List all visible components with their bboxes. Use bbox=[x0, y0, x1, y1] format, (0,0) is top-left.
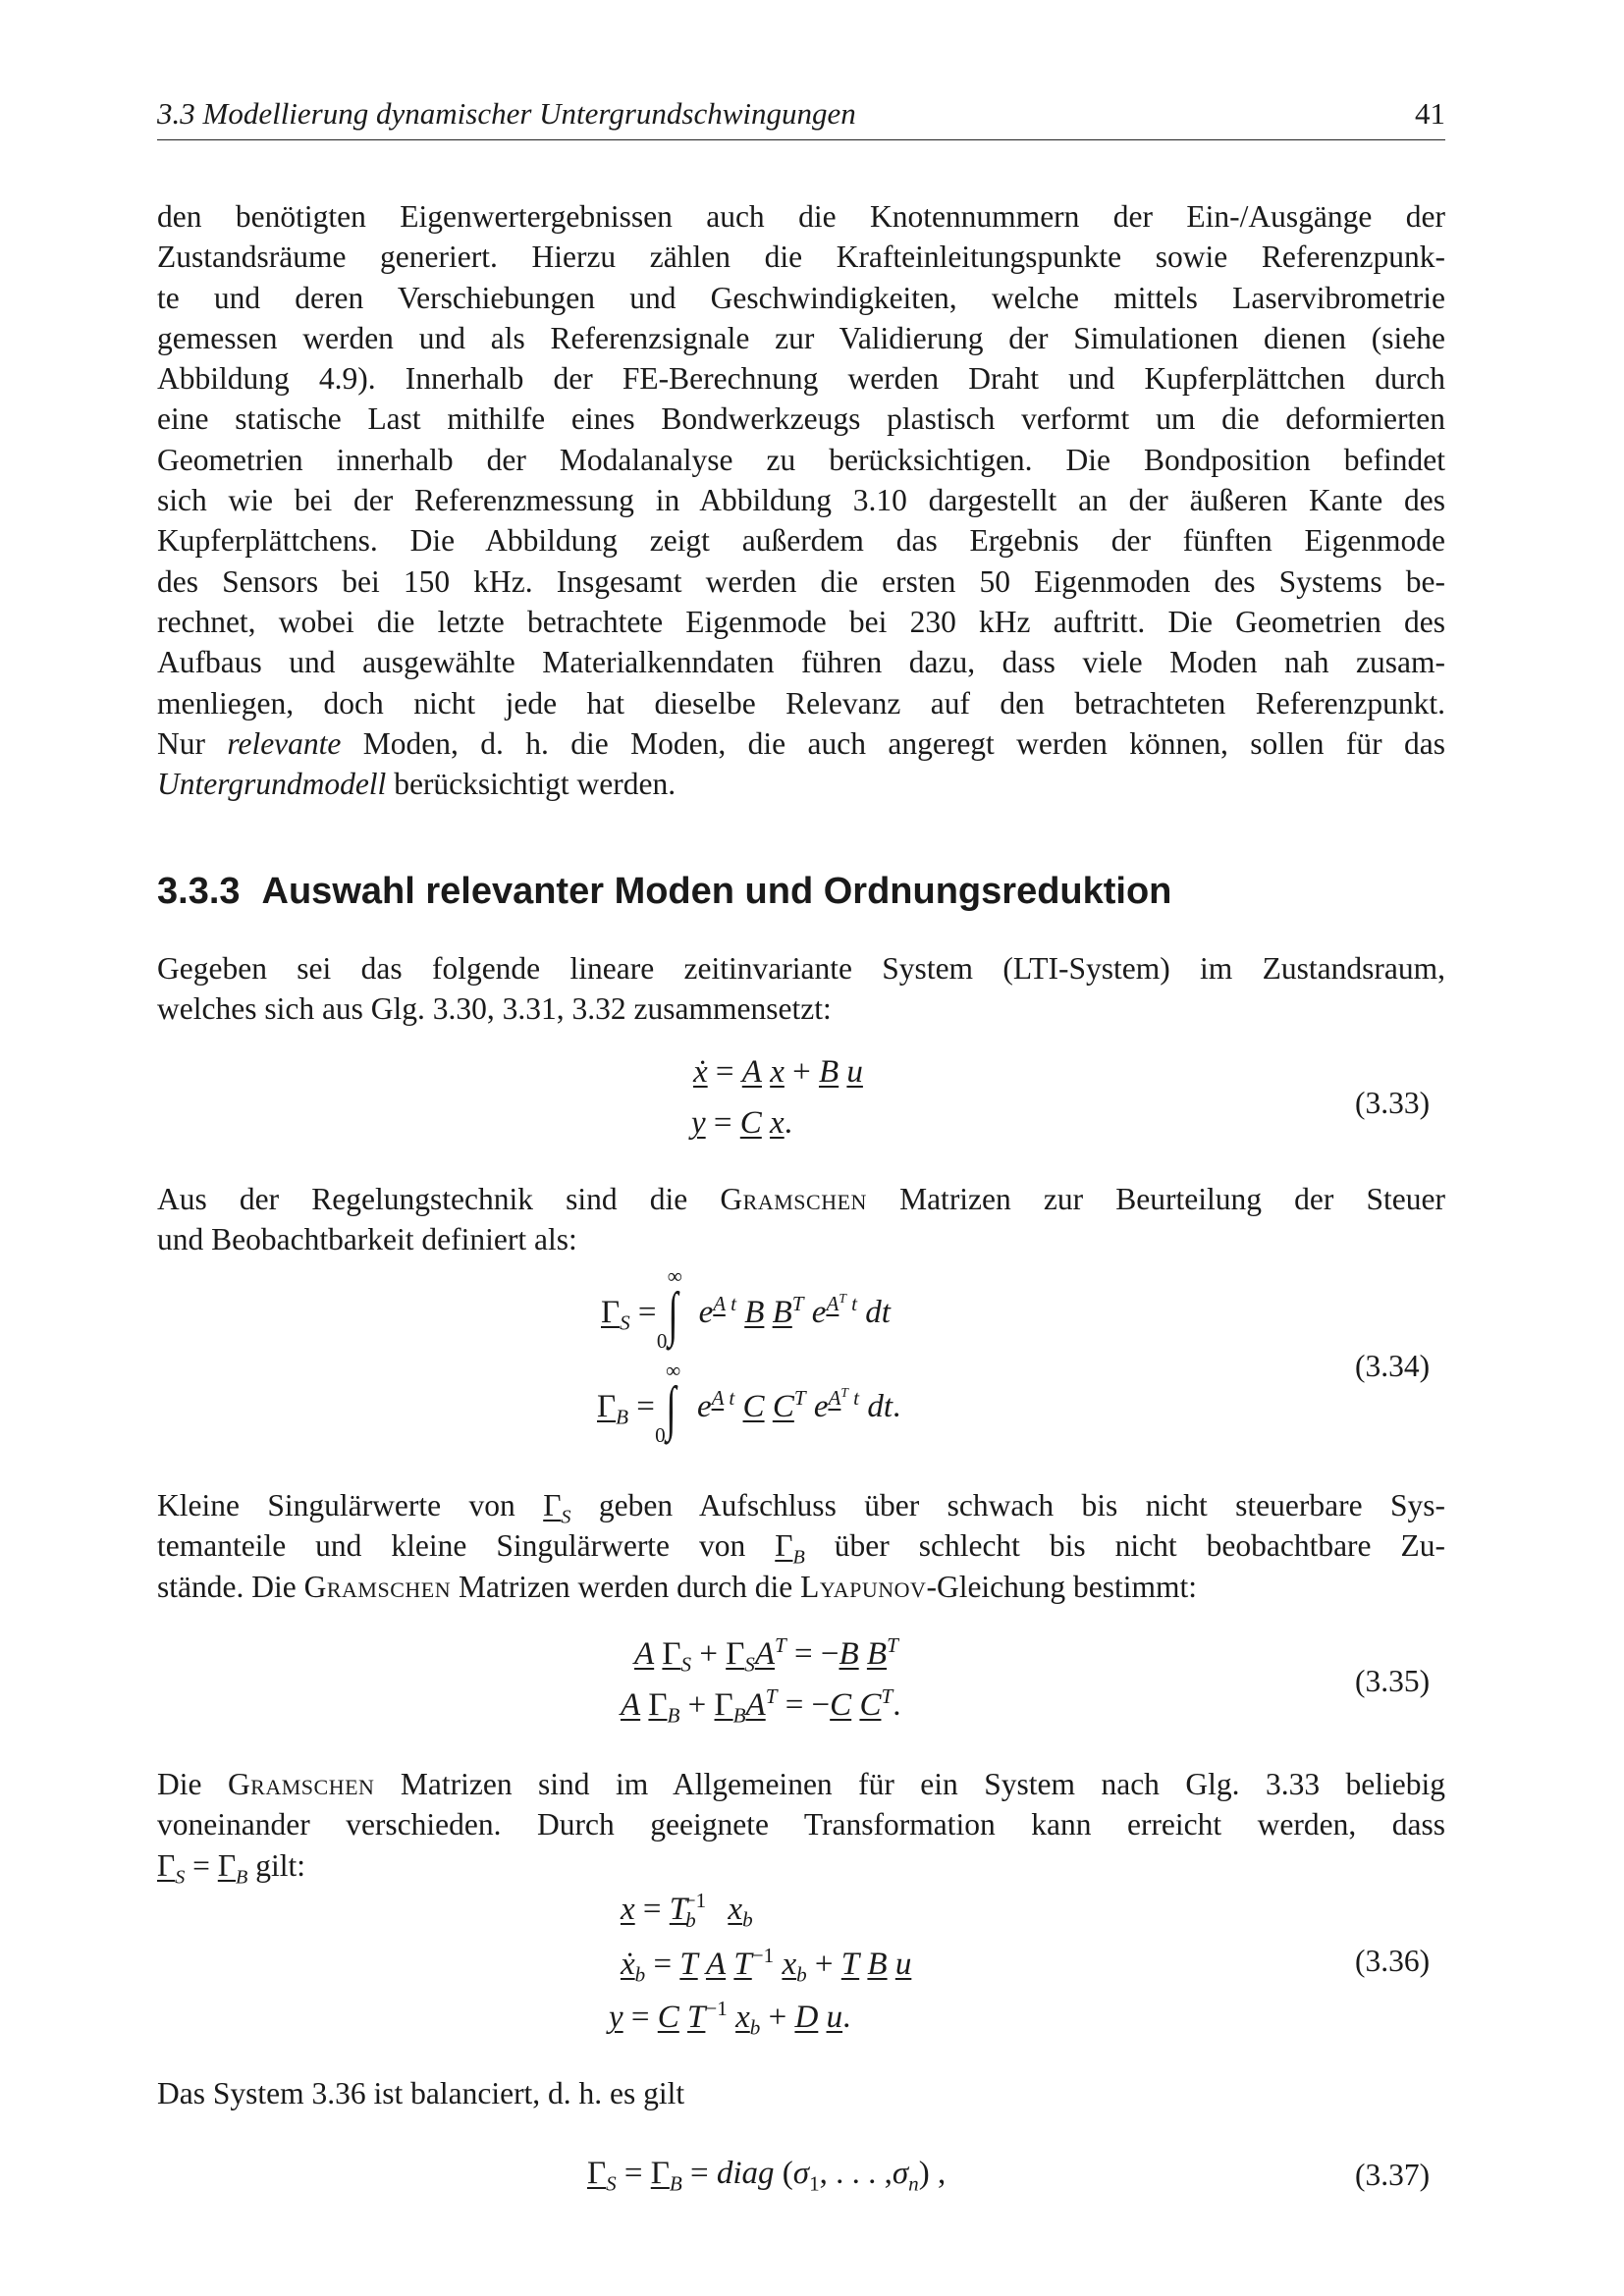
text-fragment: Kleine Singulärwerte von bbox=[157, 1488, 544, 1522]
name-lyapunov: Lyapunov bbox=[800, 1569, 927, 1604]
equation-line: $x = T_b^{-1}$ $x_b$ bbox=[621, 1889, 753, 1932]
text-line bbox=[157, 723, 1445, 764]
text-line: eine statische Last mithilfe eines Bondwerkzeugs plastisch verformt um die deformierten bbox=[157, 401, 1445, 437]
text-line: $\Gamma_S = \Gamma_B$ gilt: bbox=[157, 1847, 305, 1888]
text-line: Das System 3.36 ist balanciert, d. h. es gilt bbox=[157, 2076, 685, 2110]
paragraph-balanced bbox=[157, 2073, 1445, 2113]
equation-line: ẋ = A x + B u bbox=[693, 1054, 863, 1090]
text-line bbox=[157, 764, 1445, 804]
equation-number: (3.36) bbox=[1355, 1944, 1431, 1978]
equation-line: y = C $T^{-1}$ $x_b + D$ u. bbox=[609, 1997, 851, 2040]
text-line: sich wie bei der Referenzmessung in Abbildung 3.10 dargestellt an der äußeren Kante des bbox=[157, 483, 1445, 518]
page-number: 41 bbox=[1415, 96, 1445, 131]
text-fragment: Moden, d. h. die Moden, die auch angeregt werden können, sollen für das bbox=[341, 725, 1445, 761]
running-title: 3.3 Modellierung dynamischer Untergrundschwingungen bbox=[157, 96, 856, 131]
equation-line: $\Gamma_S = \Gamma_B$ = diag ($\sigma_1$, . . . $,\sigma_n$) , bbox=[587, 2156, 947, 2196]
text-fragment: Matrizen sind im Allgemeinen für ein System nach Glg. 3.33 beliebig bbox=[374, 1767, 1445, 1801]
text-fragment: Aus der Regelungstechnik sind die bbox=[157, 1182, 721, 1216]
text-fragment: gilt: bbox=[247, 1847, 305, 1883]
text-fragment: -Gleichung bestimmt: bbox=[926, 1569, 1198, 1604]
text-fragment: Nur bbox=[157, 725, 228, 761]
section-heading bbox=[157, 871, 1171, 913]
name-gramschen: Gramschen bbox=[303, 1569, 452, 1604]
text-line: und Beobachtbarkeit definiert als: bbox=[157, 1222, 577, 1257]
text-line: Gegeben sei das folgende lineare zeitinvariante System (LTI-System) im Zustandsraum, bbox=[157, 951, 1445, 986]
paragraph-lti-intro bbox=[157, 948, 1445, 1030]
equation-number: (3.33) bbox=[1355, 1086, 1431, 1120]
text-line bbox=[157, 1567, 1445, 1607]
text-line bbox=[157, 1179, 1445, 1219]
text-line: gemessen werden und als Referenzsignale zur Validierung der Simulationen dienen (siehe bbox=[157, 320, 1445, 355]
paragraph-transformation bbox=[157, 1764, 1445, 1886]
section-title: Auswahl relevanter Moden und Ordnungsreduktion bbox=[261, 871, 1172, 912]
equation-number: (3.34) bbox=[1355, 1349, 1431, 1383]
text-line: te und deren Verschiebungen und Geschwindigkeiten, welche mittels Laservibrometrie bbox=[157, 280, 1445, 315]
text-line: den benötigten Eigenwertergebnissen auch die Knotennummern der Ein-/Ausgänge der bbox=[157, 199, 1445, 234]
emphasis-untergrundmodell: Untergrundmodell bbox=[157, 767, 387, 802]
equation-number: (3.37) bbox=[1355, 2158, 1431, 2192]
paragraph-gram-def bbox=[157, 1179, 1445, 1260]
text-line: Geometrien innerhalb der Modalanalyse zu berücksichtigen. Die Bondposition befindet bbox=[157, 442, 1445, 477]
text-line: rechnet, wobei die letzte betrachtete Eigenmode bei 230 kHz auftritt. Die Geometrien des bbox=[157, 604, 1445, 639]
name-gramschen: Gramschen bbox=[720, 1182, 867, 1216]
text-fragment: berücksichtigt werden. bbox=[386, 767, 677, 802]
text-line: Abbildung 4.9). Innerhalb der FE-Berechnung werden Draht und Kupferplättchen durch bbox=[157, 361, 1445, 397]
text-line: Aufbaus und ausgewählte Materialkenndaten führen dazu, dass viele Moden nah zusam- bbox=[157, 645, 1445, 680]
text-line: Zustandsräume generiert. Hierzu zählen die Krafteinleitungspunkte sowie Referenzpunk- bbox=[157, 240, 1445, 275]
text-line: voneinander verschieden. Durch geeignete Transformation kann erreicht werden, dass bbox=[157, 1807, 1445, 1842]
text-line: menliegen, doch nicht jede hat dieselbe Relevanz auf den betrachteten Referenzpunkt. bbox=[157, 685, 1445, 721]
equation-line: y = C x. bbox=[691, 1105, 792, 1141]
text-fragment: geben Aufschluss über schwach bis nicht steuerbare Sys- bbox=[570, 1488, 1445, 1522]
equation-line: $\Gamma_S = \int^\infty_0$ $e^{A t}$ B $B^T$ $e^{A^T t}$ dt bbox=[601, 1264, 891, 1353]
text-line bbox=[157, 1764, 1445, 1804]
text-fragment: stände. Die bbox=[157, 1569, 304, 1604]
text-fragment: Die bbox=[157, 1767, 228, 1801]
paragraph-singular-values bbox=[157, 1485, 1445, 1607]
text-fragment: Matrizen zur Beurteilung der Steuer bbox=[866, 1182, 1445, 1216]
running-header bbox=[157, 94, 1445, 140]
equation-line: ẋ$_b$ = T A $T^{-1}$ $x_b + T$ B u bbox=[621, 1944, 912, 1987]
text-line: welches sich aus Glg. 3.30, 3.31, 3.32 zusammensetzt: bbox=[157, 991, 832, 1027]
name-gramschen: Gramschen bbox=[227, 1767, 375, 1801]
text-fragment: Matrizen werden durch die bbox=[451, 1569, 801, 1604]
equation-line: A $\Gamma_B + \Gamma_BA^T = -C$ $C^T$. bbox=[621, 1684, 901, 1728]
paragraph-eigenmodes bbox=[157, 196, 1445, 804]
text-line: temanteile und kleine Singulärwerte von $\Gamma_B$ über schlecht bis nicht beobachtbare Zu- bbox=[157, 1528, 1445, 1569]
section-number: 3.3.3 bbox=[157, 871, 241, 912]
equation-line: $\Gamma_B = \int^\infty_0$ $e^{A t}$ C $C^T$ $e^{A^T t}$ dt. bbox=[597, 1359, 901, 1447]
text-fragment: über schlecht bis nicht beobachtbare Zu- bbox=[804, 1528, 1445, 1564]
text-line: Kleine Singulärwerte von $\Gamma_S$ geben Aufschluss über schwach bis nicht steuerbare Sys- bbox=[157, 1488, 1445, 1528]
text-fragment: temanteile und kleine Singulärwerte von bbox=[157, 1528, 776, 1564]
equation-number: (3.35) bbox=[1355, 1664, 1431, 1698]
text-line: des Sensors bei 150 kHz. Insgesamt werden die ersten 50 Eigenmoden des Systems be- bbox=[157, 563, 1445, 599]
equation-line: A $\Gamma_S + \Gamma_SA^T = -B$ $B^T$ bbox=[634, 1633, 898, 1677]
text-line: Kupferplättchens. Die Abbildung zeigt außerdem das Ergebnis der fünften Eigenmode bbox=[157, 523, 1445, 559]
emphasis-relevante: relevante bbox=[227, 725, 342, 761]
